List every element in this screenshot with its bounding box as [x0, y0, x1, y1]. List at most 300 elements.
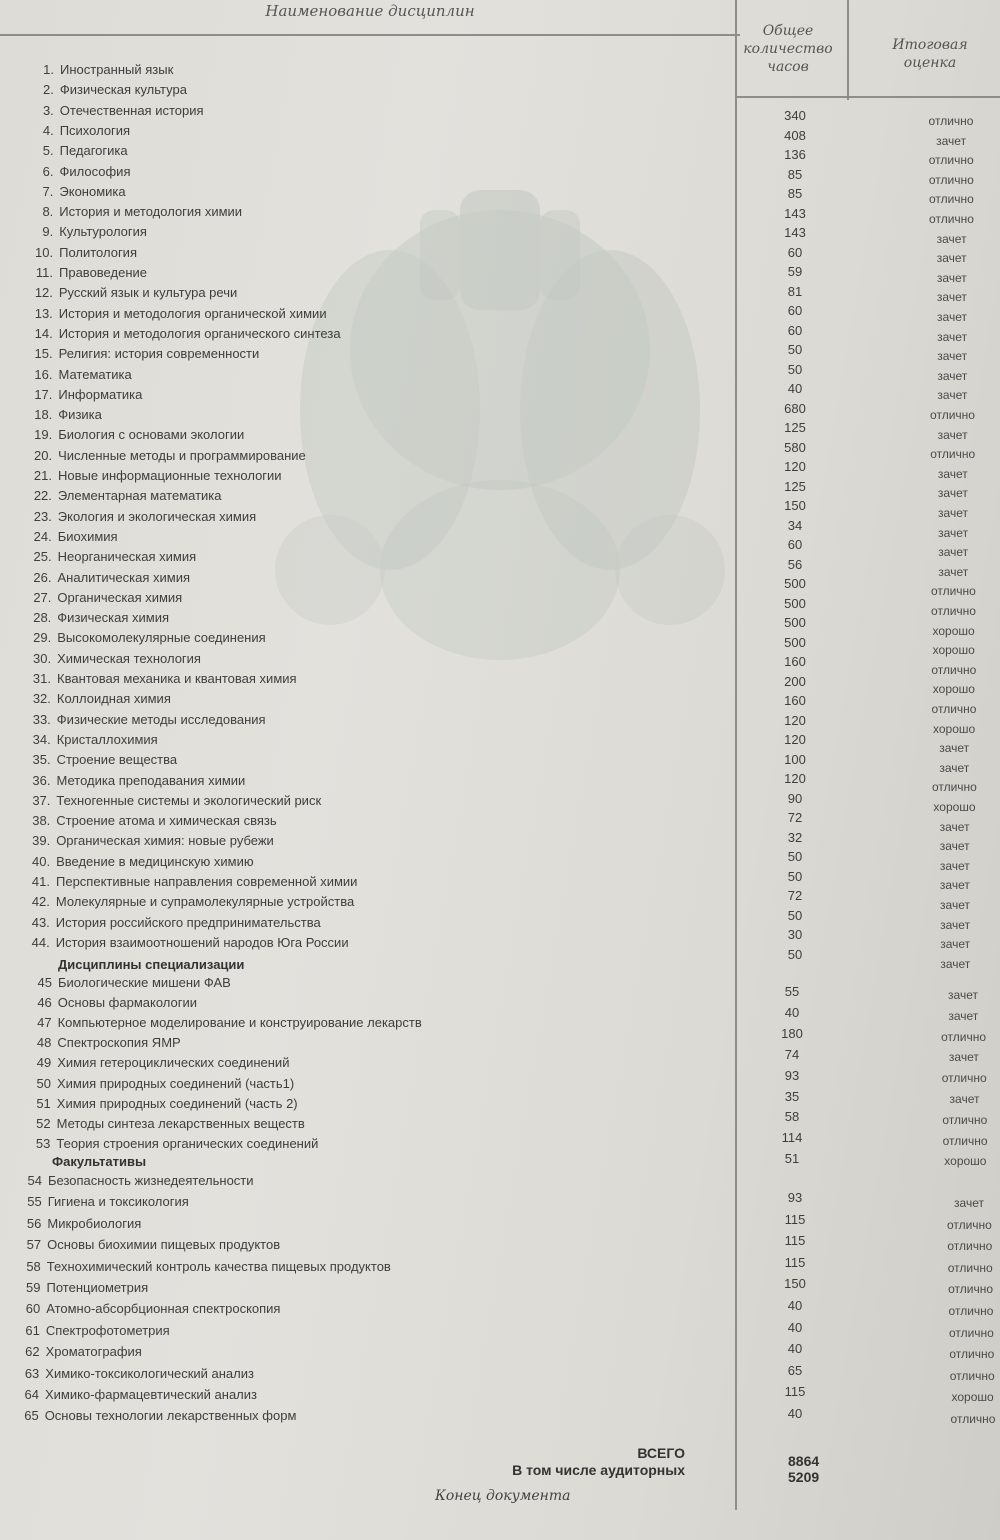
hours-cell: 136 — [784, 147, 806, 162]
hours-cell: 40 — [787, 1298, 803, 1313]
grade-cell: отлично — [946, 1217, 992, 1232]
row-number: 7. — [42, 183, 54, 199]
table-row — [31, 771, 246, 791]
table-row — [33, 304, 327, 324]
discipline-name: Квантовая механика и квантовая химия — [57, 671, 297, 686]
discipline-name: История взаимоотношений народов Юга России — [55, 934, 349, 950]
grade-cell: зачет — [940, 898, 970, 912]
grade-cell: зачет — [940, 917, 971, 932]
column-divider-right — [847, 0, 849, 100]
discipline-name: Религия: история современности — [58, 346, 260, 362]
hours-cell: 115 — [784, 1233, 806, 1249]
table-row — [31, 608, 169, 628]
grade-cell: хорошо — [951, 1390, 994, 1405]
table-row — [33, 182, 125, 202]
hours-cell: 120 — [784, 771, 806, 786]
hours-cell: 40 — [787, 1406, 803, 1421]
hours-cell: 200 — [784, 673, 806, 689]
hours-cell: 500 — [784, 634, 806, 650]
grade-cell: зачет — [937, 427, 968, 442]
grade-cell: зачет — [939, 819, 970, 834]
row-number: 30. — [33, 650, 52, 666]
hours-cell: 50 — [787, 946, 803, 962]
row-number: 34. — [32, 731, 51, 747]
hours-cell: 90 — [787, 790, 803, 806]
table-row — [34, 162, 131, 182]
discipline-name: Элементарная математика — [57, 488, 222, 504]
discipline-name: Химико-токсикологический анализ — [45, 1365, 254, 1381]
table-row — [32, 425, 244, 445]
table-row — [31, 628, 265, 648]
grade-cell: отлично — [949, 1368, 995, 1383]
table-row — [31, 750, 178, 770]
grade-cell: отлично — [942, 1133, 988, 1148]
discipline-name: Молекулярные и супрамолекулярные устройства — [55, 894, 355, 910]
row-number: 49 — [36, 1055, 52, 1071]
discipline-name: Психология — [59, 122, 131, 138]
row-number: 58 — [26, 1258, 41, 1274]
row-number: 55 — [27, 1194, 42, 1210]
row-number: 45 — [37, 975, 52, 990]
discipline-name: Биология с основами экологии — [58, 427, 245, 443]
table-row — [30, 791, 321, 811]
row-number: 63 — [24, 1365, 40, 1381]
table-row — [32, 1013, 422, 1033]
row-number: 31. — [32, 671, 51, 686]
table-row — [31, 1074, 294, 1094]
hours-cell: 160 — [784, 693, 806, 708]
discipline-name: Коллоидная химия — [56, 691, 171, 707]
grade-cell: зачет — [938, 564, 969, 579]
grade-cell: отлично — [941, 1029, 987, 1044]
row-number: 46 — [37, 995, 52, 1011]
grade-cell: зачет — [937, 329, 968, 344]
row-number: 57 — [26, 1237, 42, 1253]
row-number: 64 — [24, 1387, 39, 1402]
table-row — [19, 1385, 257, 1405]
header-bottom-rule — [0, 34, 740, 36]
table-row — [33, 243, 137, 263]
hours-cell: 51 — [784, 1151, 800, 1167]
hours-cell: 500 — [784, 595, 806, 611]
grade-cell: хорошо — [944, 1154, 987, 1169]
table-row — [32, 486, 222, 506]
column-header-hours — [738, 22, 838, 76]
table-row — [33, 202, 242, 222]
hours-cell: 408 — [784, 127, 806, 143]
hours-cell: 60 — [787, 537, 803, 552]
table-row — [32, 527, 118, 547]
discipline-name: Потенциометрия — [46, 1280, 149, 1295]
grade-cell: отлично — [941, 1071, 987, 1086]
table-row — [30, 913, 321, 933]
discipline-name: Спектрофотометрия — [45, 1322, 170, 1338]
hours-cell: 93 — [787, 1190, 803, 1205]
row-number: 3. — [42, 102, 54, 118]
grade-cell: зачет — [937, 349, 968, 364]
grade-cell: отлично — [931, 662, 977, 677]
discipline-name: Педагогика — [59, 143, 128, 159]
hours-cell: 115 — [784, 1384, 806, 1400]
row-number: 23. — [33, 508, 52, 524]
header-bottom-rule-right — [735, 96, 1000, 98]
hours-cell: 50 — [787, 342, 803, 357]
row-number: 14. — [34, 325, 53, 341]
row-number: 35. — [32, 752, 51, 768]
table-row — [30, 811, 276, 831]
table-row — [34, 101, 204, 121]
hours-cell: 65 — [787, 1362, 803, 1378]
hours-cell: 72 — [787, 810, 803, 825]
grade-cell: зачет — [948, 988, 978, 1002]
grade-cell: отлично — [930, 447, 976, 462]
grade-cell: отлично — [950, 1412, 996, 1426]
grade-cell: зачет — [936, 133, 967, 148]
table-row — [34, 141, 128, 161]
discipline-name: Физическая химия — [57, 610, 170, 626]
grade-cell: отлично — [928, 153, 974, 168]
hours-cell: 85 — [787, 166, 803, 182]
row-number: 10. — [35, 244, 54, 260]
hours-cell: 120 — [784, 712, 806, 728]
row-number: 65 — [24, 1408, 39, 1424]
hours-cell: 115 — [784, 1254, 806, 1270]
row-number: 36. — [32, 772, 51, 788]
grade-cell: отлично — [948, 1282, 994, 1297]
emblem-watermark-icon — [270, 150, 730, 710]
hours-cell: 40 — [784, 1004, 800, 1020]
discipline-name: Спектроскопия ЯМР — [57, 1035, 181, 1051]
table-row — [32, 507, 256, 527]
discipline-name: Правоведение — [59, 265, 147, 280]
table-row — [33, 283, 237, 303]
discipline-name: Политология — [59, 244, 137, 260]
grade-cell: зачет — [936, 290, 967, 305]
row-number: 5. — [42, 143, 54, 159]
hours-cell: 150 — [784, 498, 806, 513]
discipline-name: Хроматография — [45, 1344, 142, 1360]
table-row — [30, 872, 357, 892]
row-number: 42. — [31, 894, 50, 910]
total-value: 8864 — [788, 1453, 820, 1469]
table-row — [20, 1299, 280, 1319]
discipline-name: Химическая технология — [57, 650, 201, 666]
discipline-name: Гигиена и токсикология — [47, 1194, 189, 1210]
row-number: 29. — [33, 630, 52, 646]
grade-cell: зачет — [937, 368, 968, 383]
row-number: 25. — [33, 549, 52, 565]
header-hours-line-2: количество — [743, 41, 833, 57]
header-grade-line-2: оценка — [903, 55, 957, 71]
discipline-name: Технохимический контроль качества пищевых продуктов — [46, 1258, 391, 1274]
row-number: 15. — [34, 346, 53, 362]
discipline-name: Численные методы и программирование — [58, 447, 306, 463]
discipline-name: Отечественная история — [59, 102, 204, 118]
grade-cell: хорошо — [932, 623, 975, 638]
discipline-name: Биохимия — [57, 528, 118, 544]
discipline-name: Экология и экологическая химия — [57, 508, 257, 524]
table-row — [19, 1406, 297, 1426]
discipline-name: Безопасность жизнедеятельности — [48, 1173, 254, 1188]
grade-cell: зачет — [940, 937, 971, 952]
discipline-name: Теория строения органических соединений — [56, 1135, 319, 1151]
row-number: 53 — [35, 1135, 51, 1151]
discipline-name: История российского предпринимательства — [55, 914, 321, 930]
row-number: 43. — [31, 914, 50, 930]
discipline-name: Введение в медицинскую химию — [56, 853, 254, 869]
grade-cell: отлично — [930, 584, 976, 599]
row-number: 40. — [32, 853, 51, 869]
row-number: 50 — [36, 1075, 51, 1091]
table-row — [30, 1134, 318, 1154]
discipline-name: Философия — [59, 163, 131, 179]
grade-cell: отлично — [947, 1239, 993, 1254]
hours-cell: 500 — [784, 576, 806, 591]
table-row — [30, 933, 349, 953]
hours-cell: 59 — [787, 264, 803, 279]
table-row — [34, 121, 130, 141]
auditory-label: В том числе аудиторных — [512, 1462, 685, 1478]
hours-cell: 180 — [781, 1025, 803, 1041]
table-row — [31, 1094, 298, 1114]
end-of-document: Конец документа — [435, 1488, 571, 1504]
discipline-name: Химия природных соединений (часть 2) — [56, 1095, 298, 1111]
hours-cell: 120 — [784, 459, 806, 474]
hours-cell: 93 — [784, 1067, 800, 1083]
discipline-name: Органическая химия: новые рубежи — [56, 833, 274, 849]
row-number: 38. — [32, 813, 51, 829]
discipline-name: Новые информационные технологии — [58, 468, 282, 483]
hours-cell: 30 — [787, 927, 803, 942]
grade-cell: отлично — [942, 1112, 988, 1127]
grade-cell: зачет — [939, 741, 970, 756]
table-row — [31, 669, 297, 689]
grade-cell: зачет — [938, 525, 969, 540]
hours-cell: 56 — [787, 556, 803, 572]
grade-cell: зачет — [938, 545, 969, 560]
grade-cell: зачет — [954, 1196, 984, 1210]
grade-cell: отлично — [928, 192, 974, 207]
column-header-name: Наименование дисциплин — [265, 2, 475, 20]
row-number: 19. — [34, 427, 53, 443]
grade-cell: зачет — [936, 231, 967, 246]
row-number: 56 — [26, 1215, 42, 1231]
table-row — [32, 973, 231, 993]
table-row — [32, 405, 102, 425]
discipline-name: Основы биохимии пищевых продуктов — [47, 1237, 281, 1253]
hours-cell: 114 — [781, 1130, 803, 1146]
table-row — [31, 1114, 305, 1134]
grade-cell: зачет — [949, 1092, 980, 1106]
total-label: ВСЕГО — [637, 1445, 685, 1461]
row-number: 21. — [33, 468, 52, 483]
hours-cell: 150 — [784, 1276, 806, 1292]
table-row — [30, 852, 254, 872]
discipline-name: Органическая химия — [57, 589, 183, 605]
header-hours-line-3: часов — [767, 59, 809, 75]
discipline-name: История и методология органического синтеза — [58, 325, 341, 341]
hours-cell: 500 — [784, 615, 806, 630]
hours-cell: 580 — [784, 439, 806, 455]
grade-cell: зачет — [937, 388, 968, 403]
hours-cell: 35 — [784, 1088, 800, 1104]
hours-cell: 50 — [787, 361, 803, 377]
hours-cell: 55 — [784, 984, 800, 999]
table-row — [31, 730, 158, 750]
discipline-name: Химико-фармацевтический анализ — [45, 1387, 257, 1402]
table-row — [32, 993, 197, 1013]
grade-cell: отлично — [928, 172, 974, 187]
row-number: 60 — [25, 1301, 41, 1317]
column-divider-left — [735, 0, 737, 1510]
table-row — [32, 466, 282, 486]
hours-cell: 60 — [787, 244, 803, 260]
discipline-name: Аналитическая химия — [57, 569, 191, 585]
discipline-name: Неорганическая химия — [57, 549, 197, 565]
row-number: 26. — [33, 569, 52, 585]
grade-cell: зачет — [936, 270, 967, 285]
grade-cell: отлично — [948, 1304, 994, 1318]
table-row — [31, 710, 266, 730]
hours-cell: 680 — [784, 400, 806, 416]
discipline-name: Основы фармакологии — [57, 995, 198, 1011]
grade-cell: отлично — [929, 212, 974, 226]
discipline-name: Строение атома и химическая связь — [56, 813, 277, 829]
grade-cell: отлично — [931, 780, 977, 795]
table-row — [32, 446, 306, 466]
row-number: 32. — [32, 691, 51, 707]
discipline-name: Микробиология — [47, 1215, 142, 1231]
discipline-name: Методы синтеза лекарственных веществ — [56, 1115, 305, 1131]
grade-cell: зачет — [938, 506, 968, 520]
discipline-name: Информатика — [58, 386, 143, 402]
discipline-name: Культурология — [59, 224, 147, 240]
grade-cell: отлично — [949, 1347, 995, 1362]
hours-cell: 85 — [787, 186, 803, 201]
discipline-name: Кристаллохимия — [56, 731, 158, 747]
row-number: 41. — [31, 874, 50, 889]
hours-cell: 60 — [787, 322, 803, 338]
row-number: 61 — [25, 1322, 40, 1338]
section-optional-heading: Факультативы — [52, 1154, 147, 1169]
header-hours-line-1: Общее — [762, 23, 814, 39]
auditory-value: 5209 — [788, 1469, 820, 1485]
table-row — [34, 60, 173, 80]
hours-cell: 40 — [787, 381, 803, 396]
table-row — [33, 365, 132, 385]
table-row — [33, 222, 147, 242]
hours-cell: 32 — [787, 829, 803, 845]
table-row — [31, 588, 182, 608]
grade-cell: отлично — [931, 604, 976, 618]
discipline-name: Компьютерное моделирование и конструирование лекарств — [57, 1015, 422, 1031]
discipline-name: Химия природных соединений (часть1) — [57, 1075, 295, 1091]
row-number: 51 — [36, 1095, 51, 1111]
table-row — [21, 1214, 141, 1234]
hours-cell: 81 — [787, 283, 803, 299]
discipline-name: Русский язык и культура речи — [58, 285, 238, 301]
hours-cell: 58 — [784, 1109, 800, 1125]
row-number: 62 — [25, 1344, 40, 1360]
row-number: 48 — [36, 1035, 52, 1051]
hours-cell: 125 — [784, 478, 806, 494]
row-number: 54 — [27, 1173, 42, 1188]
section-specialization-heading: Дисциплины специализации — [58, 957, 245, 972]
row-number: 37. — [32, 792, 51, 808]
hours-cell: 40 — [787, 1341, 803, 1357]
row-number: 17. — [34, 386, 53, 402]
discipline-name: Строение вещества — [56, 752, 178, 768]
row-number: 9. — [42, 224, 54, 240]
grade-cell: отлично — [948, 1325, 994, 1340]
discipline-name: Физическая культура — [59, 82, 187, 98]
header-grade-line-1: Итоговая — [892, 37, 968, 53]
hours-cell: 60 — [787, 303, 803, 318]
table-row — [30, 892, 354, 912]
row-number: 1. — [43, 62, 54, 77]
table-row — [19, 1364, 254, 1384]
table-row — [21, 1278, 149, 1298]
grade-cell: отлично — [947, 1260, 993, 1275]
row-number: 11. — [35, 265, 53, 280]
discipline-name: Перспективные направления современной химии — [56, 874, 358, 889]
table-row — [32, 385, 142, 405]
discipline-name: Иностранный язык — [60, 62, 174, 77]
hours-cell: 40 — [787, 1319, 803, 1335]
row-number: 22. — [33, 488, 52, 504]
hours-cell: 34 — [787, 517, 803, 533]
discipline-name: Высокомолекулярные соединения — [57, 630, 266, 646]
table-row — [32, 568, 191, 588]
hours-cell: 50 — [787, 849, 803, 864]
table-row — [31, 1053, 289, 1073]
hours-cell: 143 — [784, 225, 806, 240]
table-row — [21, 1235, 280, 1255]
table-row — [22, 1192, 189, 1212]
hours-cell: 160 — [784, 654, 806, 669]
table-row — [33, 324, 341, 344]
discipline-name: Экономика — [59, 183, 126, 199]
row-number: 59 — [26, 1280, 41, 1295]
hours-cell: 50 — [787, 907, 803, 923]
hours-cell: 120 — [784, 732, 806, 747]
row-number: 47 — [37, 1015, 52, 1031]
table-row — [32, 547, 197, 567]
row-number: 44. — [31, 934, 50, 950]
hours-cell: 125 — [784, 420, 806, 435]
table-row — [31, 689, 171, 709]
discipline-name: Методика преподавания химии — [56, 772, 246, 788]
row-number: 12. — [34, 285, 53, 301]
discipline-name: Техногенные системы и экологический риск — [56, 792, 322, 808]
table-row — [30, 831, 274, 851]
grade-cell: зачет — [940, 956, 971, 971]
table-row — [33, 344, 260, 364]
row-number: 39. — [32, 833, 51, 849]
grade-cell: зачет — [939, 878, 970, 893]
grade-cell: зачет — [948, 1050, 979, 1065]
discipline-name: Физические методы исследования — [56, 711, 266, 727]
grade-cell: зачет — [937, 310, 967, 324]
grade-cell: отлично — [928, 114, 974, 128]
row-number: 28. — [33, 610, 52, 626]
hours-cell: 115 — [784, 1211, 806, 1227]
grade-cell: зачет — [939, 839, 970, 854]
table-row — [31, 649, 201, 669]
row-number: 8. — [42, 204, 54, 220]
row-number: 13. — [34, 305, 53, 321]
discipline-name: Математика — [58, 366, 132, 382]
